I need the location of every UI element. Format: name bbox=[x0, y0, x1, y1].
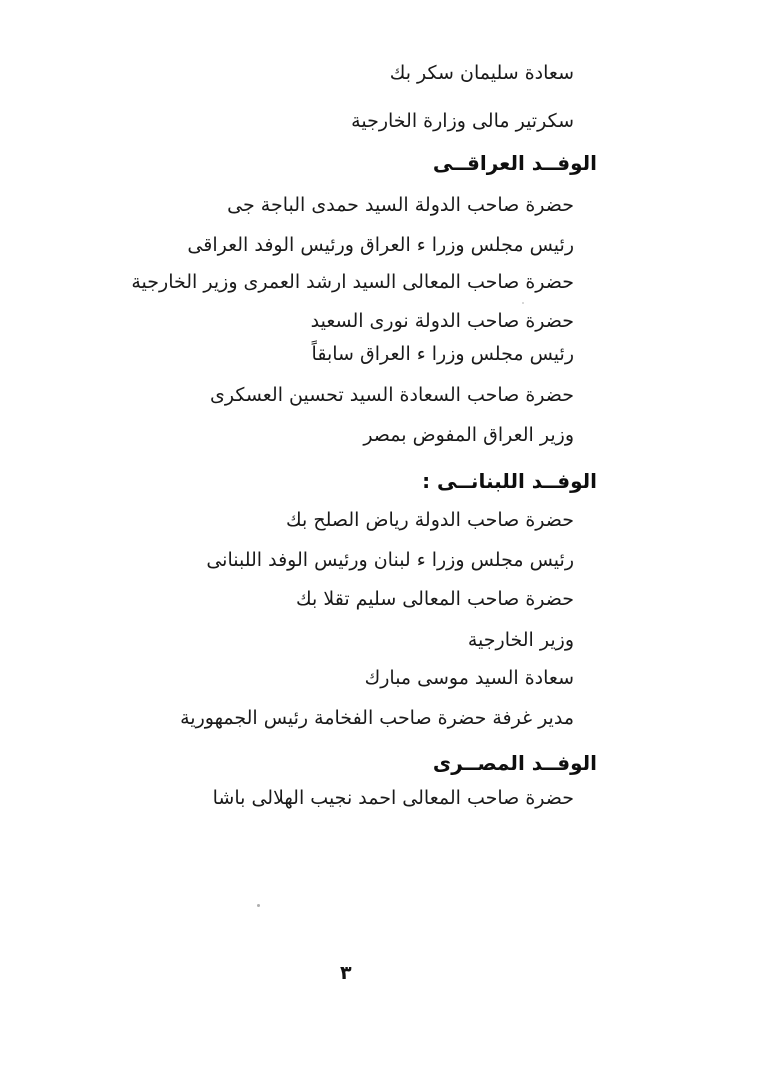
intro-line-foreign-ministry-secretary: سكرتير مالى وزارة الخارجية bbox=[351, 110, 574, 132]
lebanese-line-office-director-president: مدير غرفة حضرة صاحب الفخامة رئيس الجمهورية bbox=[180, 707, 574, 729]
scan-speck bbox=[522, 302, 524, 304]
section-heading-lebanese-delegation: الوفــد اللبنانــى : bbox=[422, 469, 597, 493]
lebanese-line-musa-mubarak: سعادة السيد موسى مبارك bbox=[364, 667, 574, 689]
lebanese-line-pm-head-of-delegation: رئيس مجلس وزرا ء لبنان ورئيس الوفد اللبنانى bbox=[206, 549, 574, 571]
iraqi-line-former-pm: رئيس مجلس وزرا ء العراق سابقاً bbox=[311, 343, 574, 365]
egyptian-line-ahmed-naguib-hilali: حضرة صاحب المعالى احمد نجيب الهلالى باشا bbox=[212, 787, 574, 809]
iraqi-line-hamdi-pachachi: حضرة صاحب الدولة السيد حمدى الباجة جى bbox=[227, 194, 574, 216]
iraqi-line-nuri-said: حضرة صاحب الدولة نورى السعيد bbox=[310, 310, 574, 332]
intro-line-suleiman-sukkar: سعادة سليمان سكر بك bbox=[389, 62, 574, 84]
lebanese-line-foreign-minister: وزير الخارجية bbox=[467, 629, 574, 651]
section-heading-iraqi-delegation: الوفــد العراقــى bbox=[432, 151, 597, 175]
page-number: ٣ bbox=[340, 962, 352, 984]
lebanese-line-riad-solh: حضرة صاحب الدولة رياض الصلح بك bbox=[286, 509, 574, 531]
iraqi-line-pm-head-of-delegation: رئيس مجلس وزرا ء العراق ورئيس الوفد العراقى bbox=[187, 234, 574, 256]
iraqi-line-minister-plenipotentiary-egypt: وزير العراق المفوض بمصر bbox=[363, 424, 574, 446]
iraqi-line-tahsin-askari: حضرة صاحب السعادة السيد تحسين العسكرى bbox=[209, 384, 574, 406]
lebanese-line-selim-takla: حضرة صاحب المعالى سليم تقلا بك bbox=[296, 588, 574, 610]
iraqi-line-arshad-umari: حضرة صاحب المعالى السيد ارشد العمرى وزير الخارجية bbox=[131, 271, 574, 293]
scan-speck bbox=[257, 904, 260, 907]
section-heading-egyptian-delegation: الوفــد المصــرى bbox=[432, 751, 597, 775]
